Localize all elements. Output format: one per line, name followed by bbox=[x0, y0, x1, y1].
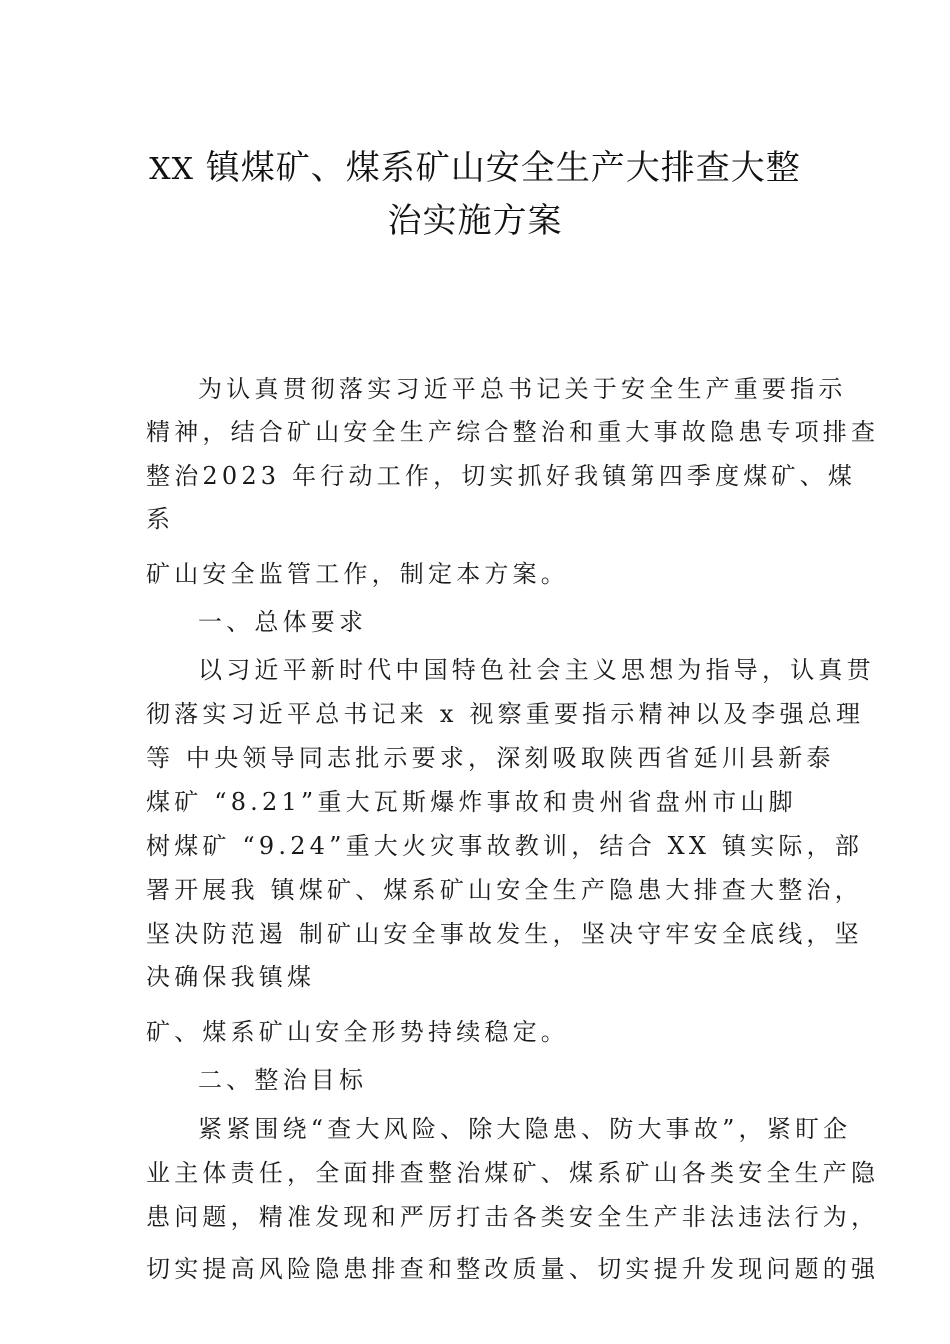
section-heading: 二、整治目标 bbox=[198, 1066, 368, 1094]
section-heading: 一、总体要求 bbox=[198, 608, 368, 636]
body-line: 精神，结合矿山安全生产综合整治和重大事故隐患专项排查 bbox=[146, 418, 880, 446]
body-line: 煤矿 “8.21”重大瓦斯爆炸事故和贵州省盘州市山脚 bbox=[146, 788, 797, 816]
body-line: 树煤矿 “9.24”重大火灾事故教训，结合 XX 镇实际，部 bbox=[146, 832, 864, 860]
body-line: 业主体责任，全面排查整治煤矿、煤系矿山各类安全生产隐 bbox=[146, 1159, 880, 1187]
body-line: 为认真贯彻落实习近平总书记关于安全生产重要指示 bbox=[198, 375, 847, 403]
body-line: 决确保我镇煤 bbox=[146, 963, 316, 991]
body-line: 署开展我 镇煤矿、煤系矿山安全生产隐患大排查大整治， bbox=[146, 876, 863, 904]
title-latin-prefix: XX bbox=[149, 152, 194, 187]
body-line: 切实提高风险隐患排查和整改质量、切实提升发现问题的强 bbox=[146, 1255, 880, 1283]
body-line: 以习近平新时代中国特色社会主义思想为指导，认真贯 bbox=[198, 656, 875, 684]
body-line: 患问题，精准发现和严厉打击各类安全生产非法违法行为， bbox=[146, 1203, 880, 1231]
body-line: 坚决防范遏 制矿山安全事故发生，坚决守牢安全底线，坚 bbox=[146, 920, 863, 948]
body-line: 矿山安全监管工作，制定本方案。 bbox=[146, 560, 569, 588]
document-title-line-1: XX 镇煤矿、煤系矿山安全生产大排查大整 bbox=[149, 148, 801, 188]
body-line: 等 中央领导同志批示要求，深刻吸取陕西省延川县新泰 bbox=[146, 744, 835, 772]
body-line: 矿、煤系矿山安全形势持续稳定。 bbox=[146, 1018, 569, 1046]
document-title-line-2: 治实施方案 bbox=[387, 201, 563, 241]
body-line: 整治2023 年行动工作，切实抓好我镇第四季度煤矿、煤 bbox=[146, 462, 857, 490]
body-line: 紧紧围绕“查大风险、除大隐患、防大事故”，紧盯企 bbox=[198, 1115, 852, 1143]
body-line: 系 bbox=[146, 505, 175, 533]
body-line: 彻落实习近平总书记来 x 视察重要指示精神以及李强总理 bbox=[146, 700, 865, 728]
